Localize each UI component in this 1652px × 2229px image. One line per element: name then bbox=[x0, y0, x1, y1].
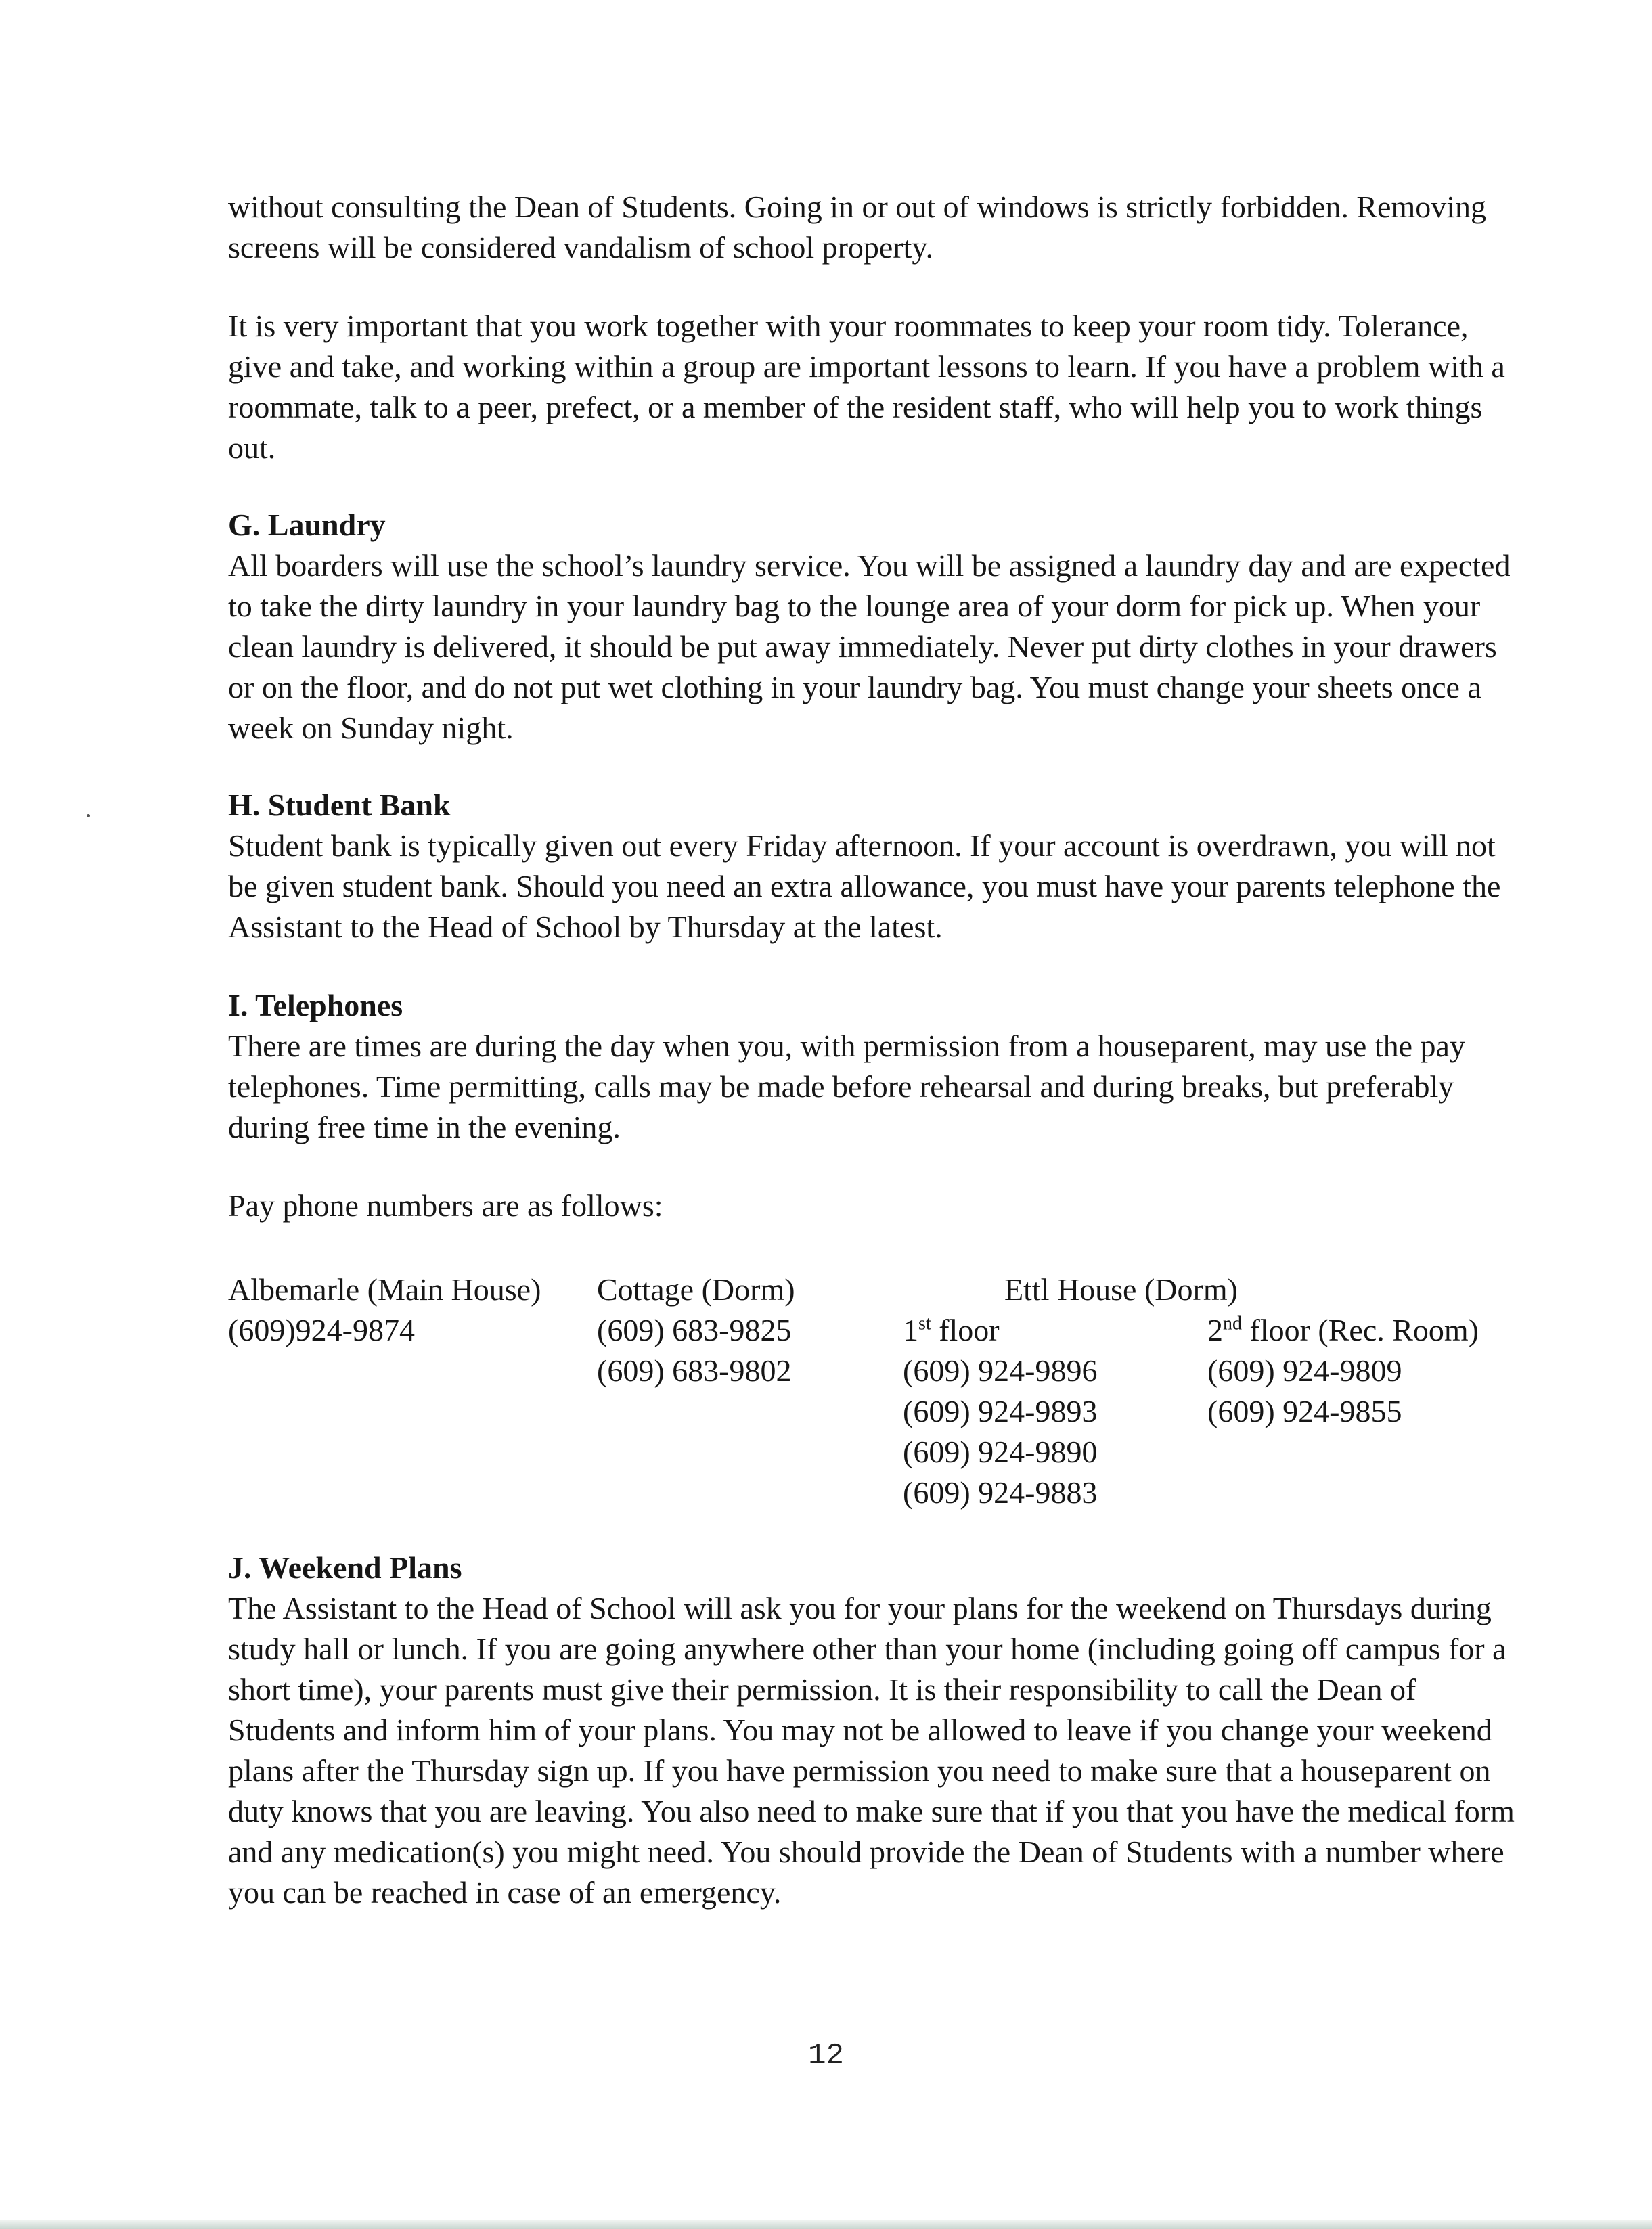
phone-column-cottage bbox=[597, 1269, 795, 1391]
floor-label bbox=[903, 1310, 1097, 1351]
column-header: Cottage (Dorm) bbox=[597, 1272, 795, 1307]
floor-label-suffix: st bbox=[918, 1313, 931, 1334]
section-body: All boarders will use the school’s laundry service. You will be assigned a laundry day and are expected to take the dirty laundry in your laundry bag to the lounge area of your dorm for pick up. When your clean laundry is delivered, it should be put away immediately. Never put dirty clothes in your drawers or on the floor, and do not put wet clothing in your laundry bag. You must change your sheets once a week on Sunday night. bbox=[228, 548, 1511, 745]
roommates-paragraph bbox=[228, 306, 1527, 468]
continued-paragraph bbox=[228, 187, 1527, 268]
phone-column-ettl-floor1 bbox=[903, 1310, 1097, 1513]
floor-label-text: floor bbox=[931, 1313, 1000, 1347]
section-body: The Assistant to the Head of School will ask you for your plans for the weekend on Thursdays during study hall or lunch. If you are going anywhere other than your home (including going off campus for a short time), your parents must give their permission. It is their responsibility to call the Dean of Students and inform him of your plans. You may not be allowed to leave if you change your weekend plans after the Thursday sign up. If you have permission you need to make sure that a houseparent on duty knows that you are leaving. You also need to make sure that if you that you have the medical form and any medication(s) you might need. You should provide the Dean of Students with a number where you can be reached in case of an emergency. bbox=[228, 1591, 1515, 1910]
phone-number: (609) 924-9855 bbox=[1207, 1394, 1402, 1428]
phone-number: (609) 924-9896 bbox=[903, 1353, 1098, 1388]
section-student-bank bbox=[228, 785, 1527, 947]
scan-speck bbox=[87, 814, 90, 817]
paragraph-text: without consulting the Dean of Students. Going in or out of windows is strictly forbidden. Removing screens will be considered vandalism of school property. bbox=[228, 189, 1487, 265]
section-laundry bbox=[228, 505, 1527, 748]
paragraph-text: It is very important that you work together with your roommates to keep your room tidy. Tolerance, give and take, and working within a group are important lessons to learn. If you have a problem with a roommate, talk to a peer, prefect, or a member of the resident staff, who will help you to work things out. bbox=[228, 309, 1505, 465]
section-body: Student bank is typically given out every Friday afternoon. If your account is overdrawn, you will not be given student bank. Should you need an extra allowance, you must have your parents telephone the Assistant to the Head of School by Thursday at the latest. bbox=[228, 828, 1501, 944]
section-heading: J. Weekend Plans bbox=[228, 1550, 462, 1585]
floor-label-suffix: nd bbox=[1223, 1313, 1242, 1334]
section-body: There are times are during the day when you, with permission from a houseparent, may use the pay telephones. Time permitting, calls may be made before rehearsal and during breaks, but preferably during free time in the evening. bbox=[228, 1029, 1465, 1144]
phone-column-ettl-header bbox=[1004, 1269, 1238, 1310]
page-number: 12 bbox=[808, 2039, 844, 2073]
scan-edge bbox=[0, 2220, 1652, 2229]
phone-column-ettl-floor2 bbox=[1207, 1310, 1479, 1432]
phone-number: (609) 924-9809 bbox=[1207, 1353, 1402, 1388]
section-weekend-plans bbox=[228, 1548, 1527, 1913]
floor-label-text: floor (Rec. Room) bbox=[1242, 1313, 1479, 1347]
column-header: Albemarle (Main House) bbox=[228, 1272, 541, 1307]
floor-label bbox=[1207, 1310, 1479, 1351]
phone-number: (609) 683-9825 bbox=[597, 1313, 792, 1347]
pay-phone-intro bbox=[228, 1186, 1527, 1226]
phone-number: (609)924-9874 bbox=[228, 1313, 415, 1347]
phone-number: (609) 924-9893 bbox=[903, 1394, 1098, 1428]
floor-label-number: 2 bbox=[1207, 1313, 1223, 1347]
pay-phone-intro-text: Pay phone numbers are as follows: bbox=[228, 1188, 663, 1223]
section-heading: H. Student Bank bbox=[228, 788, 451, 822]
section-heading: G. Laundry bbox=[228, 508, 386, 542]
phone-number: (609) 683-9802 bbox=[597, 1353, 792, 1388]
section-telephones bbox=[228, 985, 1527, 1148]
column-header: Ettl House (Dorm) bbox=[1004, 1272, 1238, 1307]
phone-column-albemarle bbox=[228, 1269, 541, 1351]
floor-label-number: 1 bbox=[903, 1313, 918, 1347]
section-heading: I. Telephones bbox=[228, 988, 403, 1022]
phone-number: (609) 924-9883 bbox=[903, 1475, 1098, 1510]
phone-number: (609) 924-9890 bbox=[903, 1435, 1098, 1469]
